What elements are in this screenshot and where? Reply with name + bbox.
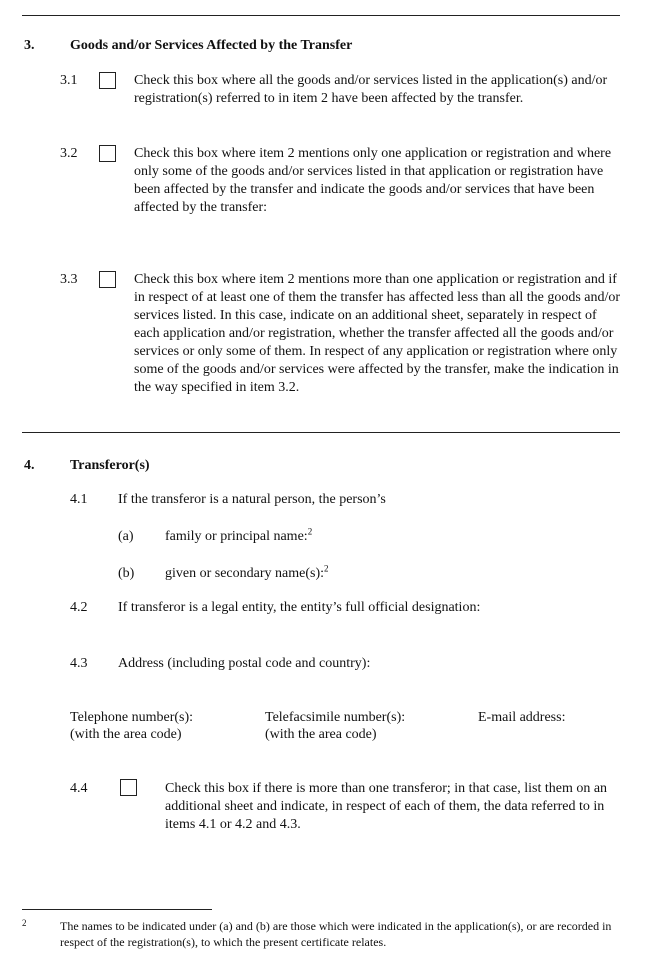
item-4-4-number: 4.4 [70, 781, 88, 796]
family-name-label [165, 528, 312, 546]
telefacsimile-note: (with the area code) [265, 727, 377, 742]
item-4-3-text: Address (including postal code and country): [118, 656, 371, 671]
item-4-1-number: 4.1 [70, 492, 88, 507]
item-3-2-number: 3.2 [60, 146, 78, 161]
telephone-note: (with the area code) [70, 727, 182, 742]
given-name-text: given or secondary name(s): [165, 566, 324, 581]
item-4-2-text: If transferor is a legal entity, the entity’s full official designation: [118, 600, 481, 615]
email-label: E-mail address: [478, 710, 566, 725]
section-divider [22, 432, 620, 433]
family-name-text: family or principal name: [165, 529, 308, 544]
item-3-3-text: Check this box where item 2 mentions more than one application or registration and if in respect of at least one of them the transfer has affected less than all the goods and/or services listed. In this case, indicate on an additional sheet, separately in respect of each application and/or registration, whether the transfer affected all the goods and/or services or only some of them. In respect of any application or registration where only some of the goods and/or services were affected by the transfer, make the indication in the way specified in item 3.2. [134, 272, 621, 395]
item-3-1-number: 3.1 [60, 73, 78, 88]
item-4-1-text: If the transferor is a natural person, the person’s [118, 492, 386, 507]
footnote-ref-a[interactable]: 2 [307, 526, 313, 537]
footnote-text: The names to be indicated under (a) and (b) are those which were indicated in the application(s), or are recorded in respect of the registration(s), to which the present certificate relates. [60, 919, 612, 949]
item-4-4-text: Check this box if there is more than one transferor; in that case, list them on an additional sheet and indicate, in respect of each of them, the data referred to in items 4.1 or 4.2 and 4.3. [165, 781, 608, 832]
footnote-separator [22, 909, 212, 910]
sub-a-label: (a) [118, 529, 134, 544]
section-3-title: Goods and/or Services Affected by the Transfer [70, 38, 353, 53]
section-4-number: 4. [24, 458, 35, 473]
section-4-title: Transferor(s) [70, 458, 150, 473]
item-3-2-text: Check this box where item 2 mentions only one application or registration and where only some of the goods and/or services listed in that application or registration have been affected by the transfer and indicate the goods and/or services that have been affected by the transfer: [134, 146, 612, 215]
item-3-3-number: 3.3 [60, 272, 78, 287]
item-4-3-number: 4.3 [70, 656, 88, 671]
item-4-4-checkbox[interactable] [120, 779, 137, 796]
item-3-1-checkbox[interactable] [99, 72, 116, 89]
section-3-number: 3. [24, 38, 35, 53]
item-3-3-checkbox[interactable] [99, 271, 116, 288]
top-divider [22, 15, 620, 16]
item-4-2-number: 4.2 [70, 600, 88, 615]
telephone-label: Telephone number(s): [70, 710, 194, 725]
given-name-label [165, 565, 329, 583]
item-3-2-checkbox[interactable] [99, 145, 116, 162]
item-3-1-text: Check this box where all the goods and/or services listed in the application(s) and/or registration(s) referred to in item 2 have been affected by the transfer. [134, 73, 608, 106]
footnote-mark: 2 [22, 918, 27, 928]
sub-b-label: (b) [118, 566, 135, 581]
telefacsimile-label: Telefacsimile number(s): [265, 710, 406, 725]
footnote-ref-b[interactable]: 2 [324, 563, 329, 574]
